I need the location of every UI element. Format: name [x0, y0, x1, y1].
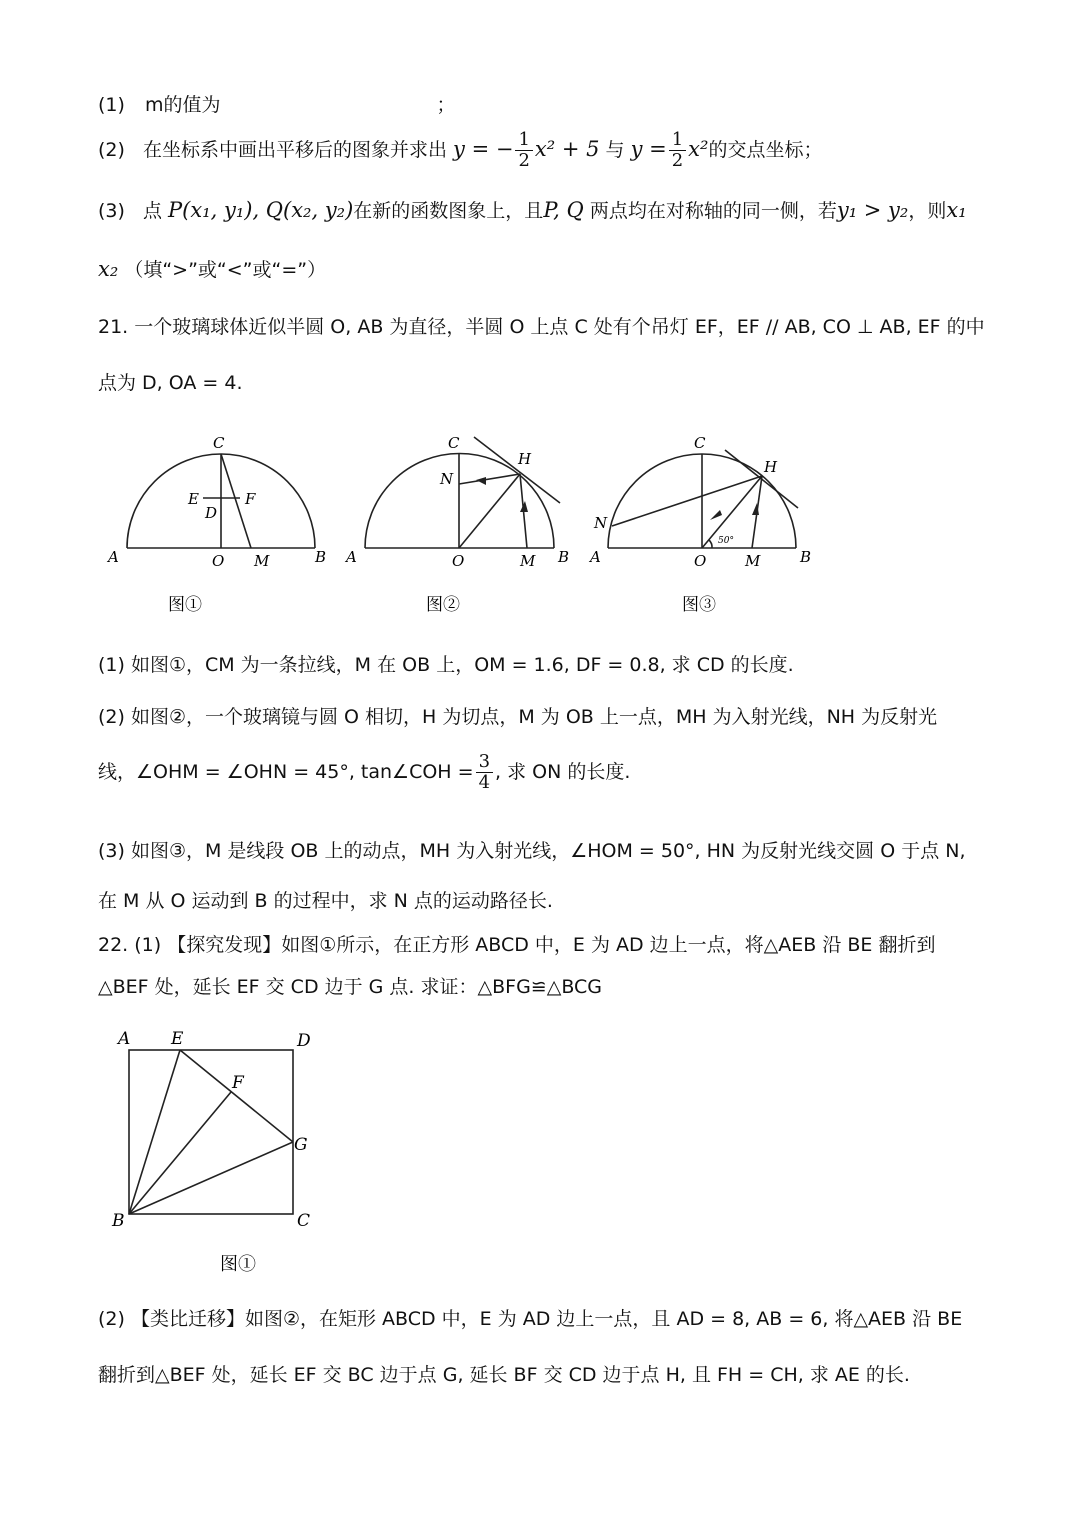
fig2-caption: 图② — [426, 595, 460, 615]
fig3-label-M: M — [745, 552, 761, 570]
fig1-label-A: A — [108, 548, 119, 566]
q21-part3-line2: 在 M 从 O 运动到 B 的过程中，求 N 点的运动路径长. — [98, 890, 553, 912]
fig1-label-E: E — [188, 490, 199, 508]
fraction-three-quarters: $\frac{3}{4}$ — [476, 752, 493, 793]
q22-fig-caption: 图① — [220, 1254, 256, 1275]
fig2-arrow-incident — [520, 501, 528, 512]
fig2-label-B: B — [558, 548, 570, 566]
q22-label-B: B — [112, 1211, 125, 1231]
q22-line2: △BEF 处，延长 EF 交 CD 边于 G 点. 求证：△BFG≌△BCG — [98, 976, 603, 998]
q21-part2-line2: 线，∠OHM = ∠OHN = 45°, tan∠COH = $\frac{3}{4}$ , 求 ON 的长度. — [98, 751, 631, 793]
q20-part2: (2) 在坐标系中画出平移后的图象并求出 y = − $\frac{1}{2}$ x² + 5 与 y = $\frac{1}{2}$ x²的交点坐标； — [98, 129, 823, 171]
fig3-label-A: A — [590, 548, 601, 566]
figure-1 — [127, 454, 315, 548]
fig2-label-C: C — [448, 434, 460, 452]
q22-line1: 22. (1) 【探究发现】如图①所示，在正方形 ABCD 中，E 为 AD 边上一点，将△AEB 沿 BE 翻折到 — [98, 934, 936, 956]
fig2-label-A: A — [346, 548, 357, 566]
q21-stem-line2: 点为 D, OA = 4. — [98, 372, 243, 394]
fig3-label-N: N — [594, 514, 608, 532]
q20-part1: (1) m的值为 ； — [98, 94, 456, 116]
q22-figure-1 — [0, 1020, 400, 1280]
fig1-label-B: B — [315, 548, 327, 566]
fig1-caption: 图① — [168, 595, 202, 615]
fraction-half-2: $\frac{1}{2}$ — [669, 130, 686, 171]
fig1-label-M: M — [254, 552, 270, 570]
fig3-arrow-reflect — [710, 510, 722, 520]
q21-stem-line1: 21. 一个玻璃球体近似半圆 O, AB 为直径，半圆 O 上点 C 处有个吊灯 EF，EF // AB, CO ⊥ AB, EF 的中 — [98, 316, 985, 338]
fig3-label-O: O — [694, 552, 707, 570]
fig2-label-H: H — [518, 450, 532, 468]
q22-part2-line2: 翻折到△BEF 处，延长 EF 交 BC 边于点 G, 延长 BF 交 CD 边于点 H, 且 FH = CH, 求 AE 的长. — [98, 1364, 910, 1386]
q20-part3: (3) 点 P(x₁, y₁), Q(x₂, y₂)在新的函数图象上，且P, Q 两点均在对称轴的同一侧，若y₁ > y₂，则x₁ — [98, 198, 967, 222]
fig2-label-N: N — [440, 470, 454, 488]
fig3-label-B: B — [800, 548, 812, 566]
q21-part3-line1: (3) 如图③，M 是线段 OB 上的动点，MH 为入射光线，∠HOM = 50°, HN 为反射光线交圆 O 于点 N, — [98, 840, 966, 862]
fig2-label-M: M — [520, 552, 536, 570]
fig1-label-C: C — [213, 434, 225, 452]
fig1-label-O: O — [212, 552, 225, 570]
fig3-caption: 图③ — [682, 595, 716, 615]
q22-label-G: G — [294, 1135, 308, 1155]
fig2-label-O: O — [452, 552, 465, 570]
q20-part3-cont: x₂ （填“>”或“<”或“=”） — [98, 257, 327, 281]
fig1-label-F: F — [245, 490, 256, 508]
q22-label-A: A — [118, 1029, 131, 1049]
fig3-angle-label: 50° — [718, 536, 734, 546]
q22-part2-line1: (2) 【类比迁移】如图②，在矩形 ABCD 中，E 为 AD 边上一点，且 AD = 8, AB = 6, 将△AEB 沿 BE — [98, 1308, 963, 1330]
q22-label-C: C — [297, 1211, 311, 1231]
q21-figures — [0, 420, 1080, 630]
q21-part1: (1) 如图①，CM 为一条拉线，M 在 OB 上，OM = 1.6, DF = 0.8, 求 CD 的长度. — [98, 654, 794, 676]
fig1-label-D: D — [205, 504, 218, 522]
fraction-half-1: $\frac{1}{2}$ — [515, 130, 532, 171]
q22-label-F: F — [232, 1073, 244, 1093]
fig3-label-C: C — [694, 434, 706, 452]
q22-label-E: E — [171, 1029, 184, 1049]
q22-label-D: D — [297, 1031, 311, 1051]
fig3-label-H: H — [764, 458, 778, 476]
q21-part2-line1: (2) 如图②，一个玻璃镜与圆 O 相切，H 为切点，M 为 OB 上一点，MH 为入射光线，NH 为反射光 — [98, 706, 938, 728]
